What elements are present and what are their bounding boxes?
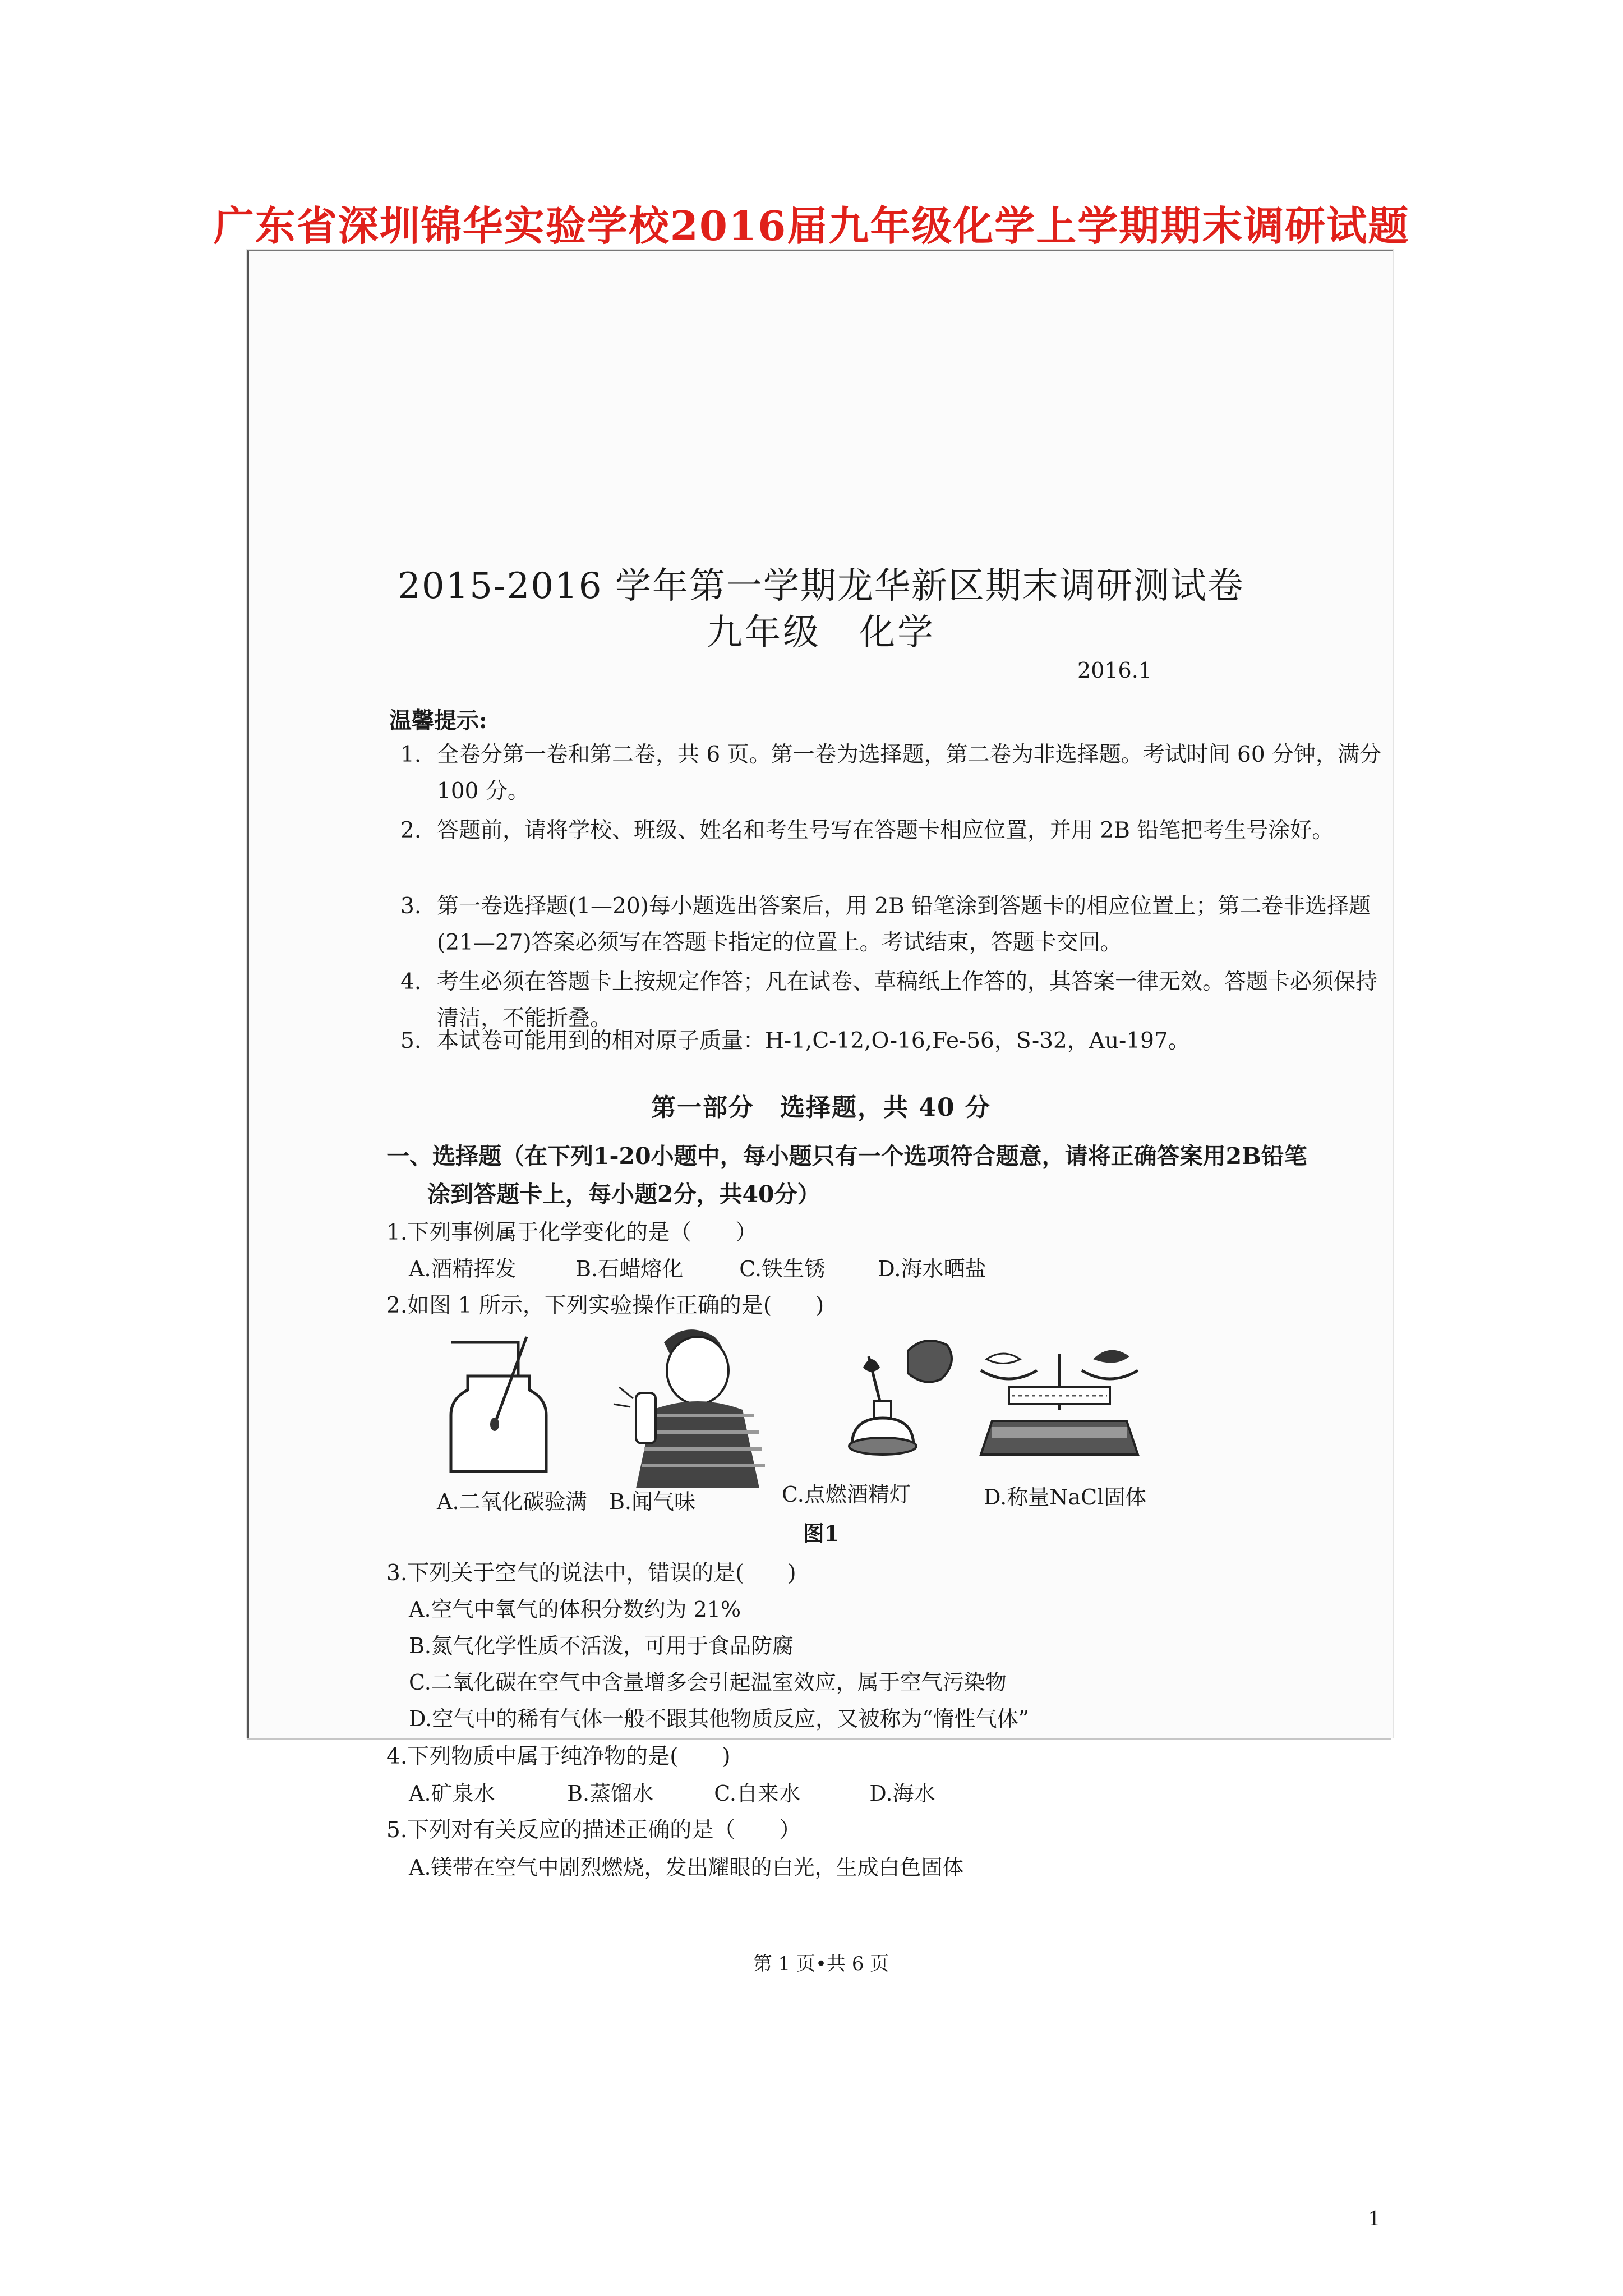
- exam-subtitle: 九年级 化学: [707, 612, 935, 654]
- tip-text: 考生必须在答题卡上按规定作答；凡在试卷、草稿纸上作答的，其答案一律无效。答题卡必须保持清洁，不能折叠。: [437, 969, 1378, 1031]
- tip-text: 全卷分第一卷和第二卷，共 6 页。第一卷为选择题，第二卷为非选择题。考试时间 60 分钟，满分 100 分。: [437, 742, 1382, 804]
- option: C.自来水: [714, 1781, 800, 1806]
- figure-smell-person: [602, 1320, 782, 1488]
- tip-number: 1.: [400, 742, 422, 767]
- tip-item: [400, 812, 1390, 849]
- tip-number: 4.: [400, 969, 422, 995]
- option: C.二氧化碳在空气中含量增多会引起温室效应，属于空气污染物: [409, 1670, 1007, 1695]
- question-5-stem: 5.下列对有关反应的描述正确的是（ ）: [386, 1818, 801, 1843]
- option: D.空气中的稀有气体一般不跟其他物质反应，又被称为“惰性气体”: [409, 1706, 1030, 1731]
- exam-date: 2016.1: [1077, 658, 1152, 683]
- option: A.酒精挥发: [409, 1257, 517, 1281]
- figure-label: 图1: [803, 1521, 840, 1546]
- figure-co2-bottle: [434, 1337, 569, 1483]
- tip-number: 2.: [400, 818, 422, 843]
- option: A.镁带在空气中剧烈燃烧，发出耀眼的白光，生成白色固体: [409, 1855, 964, 1880]
- scan-edge: [247, 1738, 1391, 1740]
- question-4-stem: 4.下列物质中属于纯净物的是( ): [386, 1744, 731, 1769]
- tip-item: [400, 888, 1390, 961]
- tip-number: 5.: [400, 1028, 422, 1053]
- figure-balance-scale: [970, 1337, 1149, 1471]
- question-1-options: [409, 1251, 986, 1282]
- section-instruction: 涂到答题卡上，每小题2分，共40分）: [427, 1181, 820, 1208]
- option: B.石蜡熔化: [575, 1257, 684, 1281]
- document-header-title: 广东省深圳锦华实验学校2016届九年级化学上学期期末调研试题: [213, 202, 1410, 250]
- option: D.海水晒盐: [878, 1257, 986, 1281]
- figure-caption-b: B.闻气味: [609, 1489, 696, 1514]
- section-instruction: 一、选择题（在下列1-20小题中，每小题只有一个选项符合题意，请将正确答案用2B铅笔: [386, 1143, 1307, 1170]
- page-footer: 第 1 页•共 6 页: [753, 1953, 889, 1975]
- question-1-stem: 1.下列事例属于化学变化的是（ ）: [386, 1220, 758, 1245]
- tips-label: 温馨提示:: [389, 707, 487, 734]
- question-3-stem: 3.下列关于空气的说法中，错误的是( ): [386, 1561, 796, 1586]
- question-2-stem: 2.如图 1 所示，下列实验操作正确的是( ): [386, 1293, 824, 1318]
- figure-caption-a: A.二氧化碳验满: [437, 1489, 587, 1514]
- tip-item: [400, 737, 1390, 809]
- question-4-options: [409, 1776, 935, 1807]
- option: A.空气中氧气的体积分数约为 21%: [409, 1597, 741, 1622]
- tip-text: 第一卷选择题(1—20)每小题选出答案后，用 2B 铅笔涂到答题卡的相应位置上；第二卷非选择题(21—27)答案必须写在答题卡指定的位置上。考试结束，答题卡交回。: [437, 894, 1371, 955]
- option: C.铁生锈: [739, 1257, 826, 1281]
- scanned-exam-page: [247, 250, 1393, 1975]
- tip-item: [400, 1023, 1390, 1059]
- section-title: 第一部分 选择题，共 40 分: [651, 1093, 991, 1122]
- figure-alcohol-lamp: [841, 1334, 970, 1469]
- figure-caption-c: C.点燃酒精灯: [782, 1482, 911, 1507]
- tip-text: 本试卷可能用到的相对原子质量：H-1,C-12,O-16,Fe-56，S-32，Au-197。: [437, 1028, 1190, 1053]
- exam-title: 2015-2016 学年第一学期龙华新区期末调研测试卷: [398, 565, 1244, 607]
- option: A.矿泉水: [409, 1781, 495, 1806]
- figure-caption-d: D.称量NaCl固体: [984, 1485, 1147, 1510]
- option: B.氮气化学性质不活泼，可用于食品防腐: [409, 1634, 794, 1658]
- page-number: 1: [1368, 2205, 1380, 2230]
- option: B.蒸馏水: [567, 1781, 654, 1806]
- tip-number: 3.: [400, 894, 422, 919]
- option: D.海水: [869, 1781, 935, 1806]
- tip-text: 答题前，请将学校、班级、姓名和考生号写在答题卡相应位置，并用 2B 铅笔把考生号涂好。: [437, 818, 1334, 843]
